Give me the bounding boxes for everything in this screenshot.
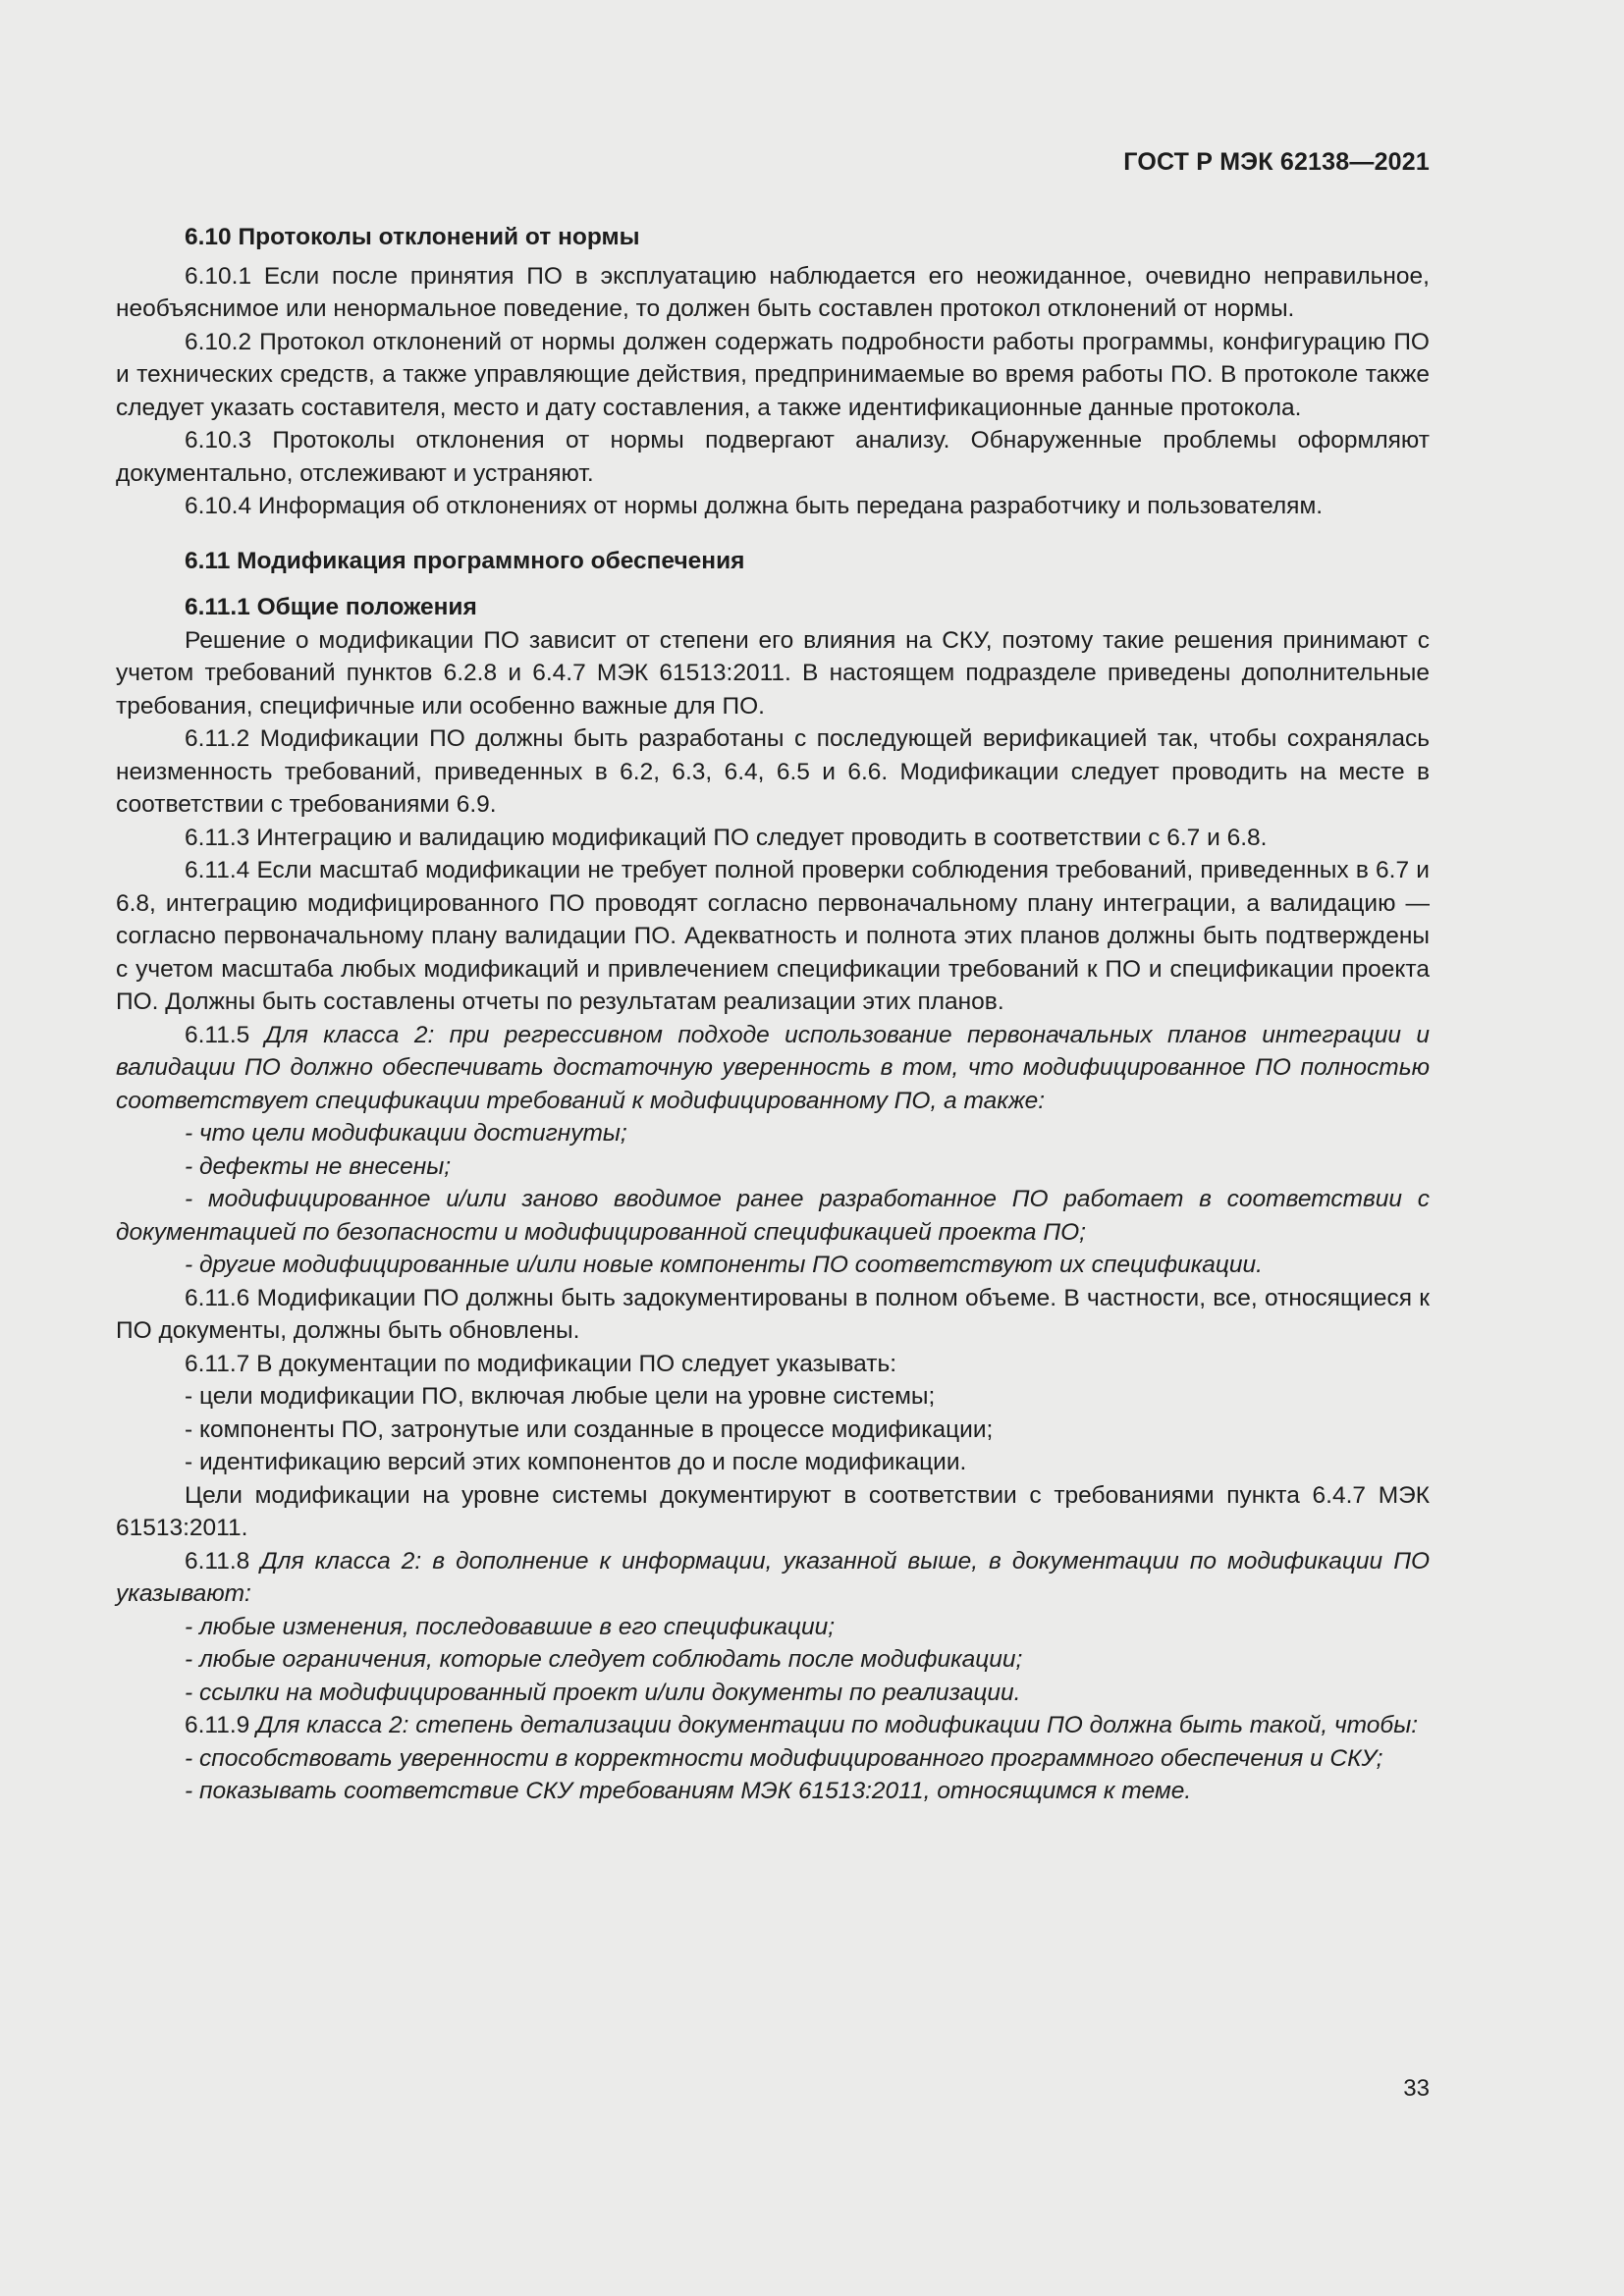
list-item: - любые изменения, последовавшие в его спецификации;	[185, 1613, 836, 1640]
clause-text: Для класса 2: при регрессивном подходе использование первоначальных планов интеграции и валидации ПО должно обеспечивать достаточную уверенность в том, что модифицированное ПО полностью соответствует спецификации требований к модифицированному ПО, а также:	[116, 1021, 1430, 1114]
paragraph-6-11-8	[116, 1545, 1430, 1611]
section-heading-6-10: 6.10 Протоколы отклонений от нормы	[185, 224, 640, 250]
list-item: - показывать соответствие СКУ требованиям МЭК 61513:2011, относящимся к теме.	[185, 1778, 1192, 1804]
paragraph-6-10-4: 6.10.4 Информация об отклонениях от нормы должна быть передана разработчику и пользователям.	[185, 493, 1324, 519]
paragraph-6-11-3: 6.11.3 Интеграцию и валидацию модификаций ПО следует проводить в соответствии с 6.7 и 6.8.	[185, 824, 1268, 851]
list-item: - ссылки на модифицированный проект и/или документы по реализации.	[185, 1679, 1021, 1706]
list-item: - что цели модификации достигнуты;	[185, 1120, 627, 1147]
clause-text: Для класса 2: в дополнение к информации, указанной выше, в документации по модификации ПО указывают:	[116, 1547, 1431, 1607]
paragraph-6-11-4: 6.11.4 Если масштаб модификации не требует полной проверки соблюдения требований, приведенных в 6.7 и 6.8, интеграцию модифицированного ПО проводят согласно первоначальному плану интеграции, а валидацию — согласно первоначальному плану валидации ПО. Адекватность и полнота этих планов должны быть подтверждены с учетом масштаба любых модификаций и привлечением спецификации требований к ПО и спецификации проекта ПО. Должны быть составлены отчеты по результатам реализации этих планов.	[116, 857, 1430, 1015]
subsection-heading-6-11-1: 6.11.1 Общие положения	[185, 594, 477, 620]
list-item: - идентификацию версий этих компонентов до и после модификации.	[185, 1449, 967, 1475]
clause-text: Для класса 2: степень детализации документации по модификации ПО должна быть такой, чтобы:	[256, 1712, 1419, 1738]
paragraph-6-11-9	[116, 1709, 1430, 1742]
list-item: - модифицированное и/или заново вводимое ранее разработанное ПО работает в соответствии с документацией по безопасности и модифицированной спецификацией проекта ПО;	[116, 1186, 1430, 1246]
list-item: - цели модификации ПО, включая любые цели на уровне системы;	[185, 1383, 936, 1410]
clause-number: 6.11.9	[185, 1712, 250, 1738]
list-item: - другие модифицированные и/или новые компоненты ПО соответствуют их спецификации.	[185, 1252, 1263, 1278]
list-item: - дефекты не внесены;	[185, 1152, 452, 1180]
list-item: - способствовать уверенности в корректности модифицированного программного обеспечения и СКУ;	[185, 1744, 1383, 1772]
paragraph-6-11-5	[116, 1019, 1430, 1118]
paragraph-6-11-2: 6.11.2 Модификации ПО должны быть разработаны с последующей верификацией так, чтобы сохранялась неизменность требований, приведенных в 6.2, 6.3, 6.4, 6.5 и 6.6. Модификации следует проводить на месте в соответствии с требованиями 6.9.	[116, 725, 1430, 818]
paragraph-6-11-1: Решение о модификации ПО зависит от степени его влияния на СКУ, поэтому такие решения принимают с учетом требований пунктов 6.2.8 и 6.4.7 МЭК 61513:2011. В настоящем подразделе приведены дополнительные требования, специфичные или особенно важные для ПО.	[116, 626, 1430, 720]
paragraph-6-10-1: 6.10.1 Если после принятия ПО в эксплуатацию наблюдается его неожиданное, очевидно неправильное, необъяснимое или ненормальное поведение, то должен быть составлен протокол отклонений от нормы.	[116, 262, 1430, 322]
page-content	[116, 221, 1430, 1808]
paragraph-6-10-2: 6.10.2 Протокол отклонений от нормы должен содержать подробности работы программы, конфигурацию ПО и технических средств, а также управляющие действия, предпринимаемые во время работы ПО. В протоколе также следует указать составителя, место и дату составления, а также идентификационные данные протокола.	[116, 328, 1430, 421]
page-number: 33	[1403, 2075, 1430, 2102]
paragraph-6-10-3: 6.10.3 Протоколы отклонения от нормы подвергают анализу. Обнаруженные проблемы оформляют документально, отслеживают и устраняют.	[116, 427, 1430, 487]
paragraph-6-11-6: 6.11.6 Модификации ПО должны быть задокументированы в полном объеме. В частности, все, относящиеся к ПО документы, должны быть обновлены.	[116, 1284, 1430, 1344]
paragraph-6-11-7-tail: Цели модификации на уровне системы документируют в соответствии с требованиями пункта 6.4.7 МЭК 61513:2011.	[116, 1481, 1430, 1541]
list-item: - компоненты ПО, затронутые или созданные в процессе модификации;	[185, 1415, 994, 1443]
section-heading-6-11: 6.11 Модификация программного обеспечения	[185, 547, 745, 574]
clause-number: 6.11.5	[185, 1021, 250, 1048]
clause-number: 6.11.8	[185, 1547, 250, 1575]
list-item: - любые ограничения, которые следует соблюдать после модификации;	[185, 1646, 1023, 1673]
document-header: ГОСТ Р МЭК 62138—2021	[1123, 148, 1430, 176]
paragraph-6-11-7: 6.11.7 В документации по модификации ПО следует указывать:	[185, 1350, 897, 1377]
